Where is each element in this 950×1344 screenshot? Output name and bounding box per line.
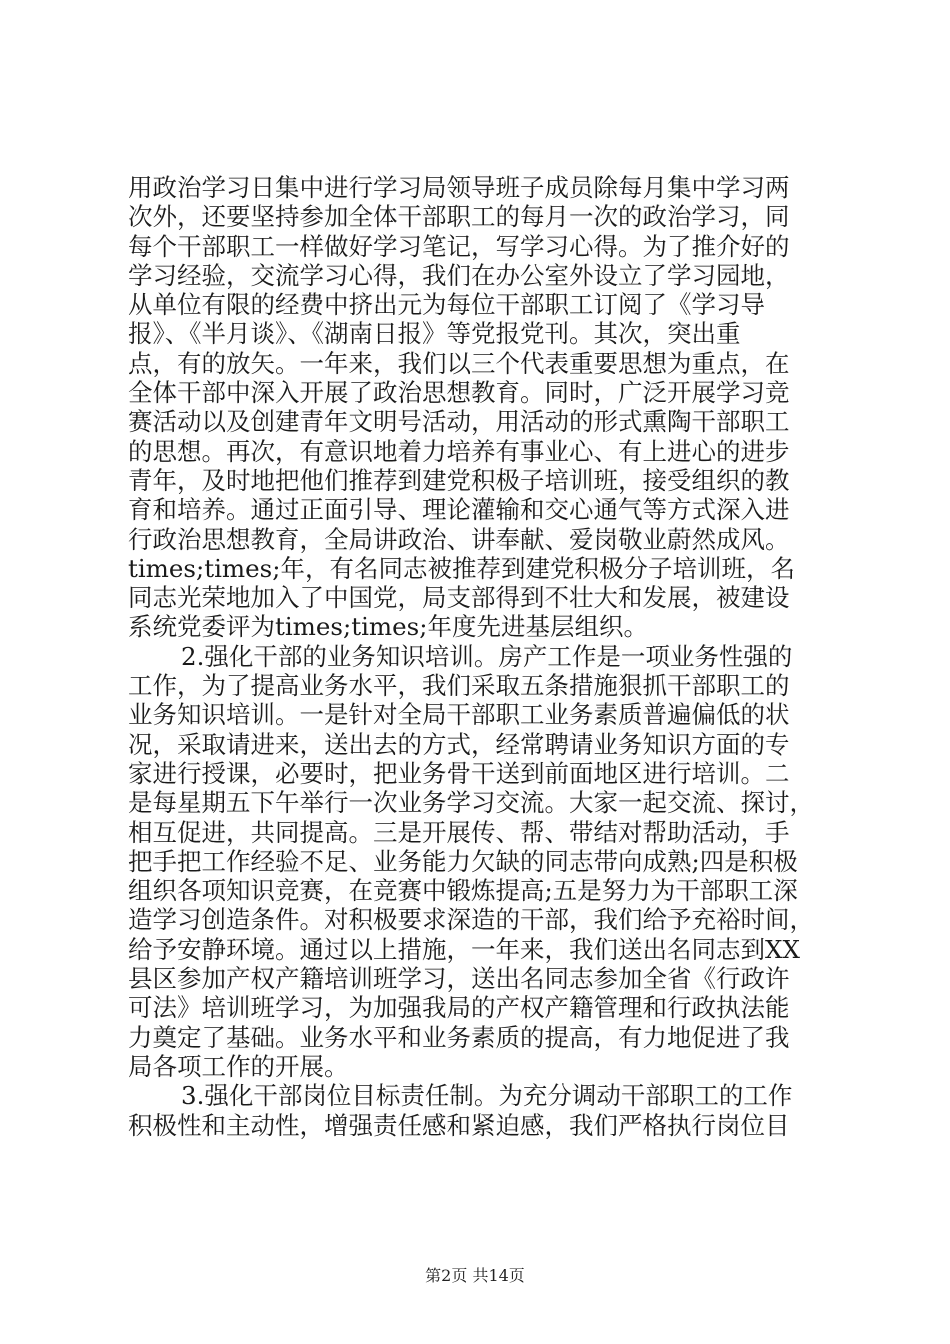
text-line: 每个干部职工一样做好学习笔记，写学习心得。为了推介好的 xyxy=(128,231,790,261)
text-line: 县区参加产权产籍培训班学习，送出名同志参加全省《行政许 xyxy=(128,964,790,994)
text-line: 学习经验，交流学习心得，我们在办公室外设立了学习园地， xyxy=(128,260,790,290)
text-line: 用政治学习日集中进行学习局领导班子成员除每月集中学习两 xyxy=(128,173,790,202)
text-line: 可法》培训班学习，为加强我局的产权产籍管理和行政执法能 xyxy=(128,993,790,1023)
text-line: 况，采取请进来，送出去的方式，经常聘请业务知识方面的专 xyxy=(128,729,790,759)
text-line: times;times;年，有名同志被推荐到建党积极分子培训班，名 xyxy=(128,553,795,583)
text-line: 工作，为了提高业务水平，我们采取五条措施狠抓干部职工的 xyxy=(128,671,790,701)
text-line: 造学习创造条件。对积极要求深造的干部，我们给予充裕时间， xyxy=(128,905,814,935)
paragraph-start-line: 2.强化干部的业务知识培训。房产工作是一项业务性强的 xyxy=(181,641,793,671)
body-text xyxy=(128,173,840,1140)
text-line: 点，有的放矢。一年来，我们以三个代表重要思想为重点，在 xyxy=(128,348,790,378)
text-line: 同志光荣地加入了中国党，局支部得到不壮大和发展，被建设 xyxy=(128,583,790,613)
text-line: 报》、《半月谈》、《湖南日报》等党报党刊。其次，突出重 xyxy=(128,319,741,349)
page-number-footer: 第2页 共14页 xyxy=(425,1266,525,1285)
text-line: 相互促进，共同提高。三是开展传、帮、带结对帮助活动，手 xyxy=(128,817,790,847)
text-line: 家进行授课，必要时，把业务骨干送到前面地区进行培训。二 xyxy=(128,758,790,788)
text-line: 青年，及时地把他们推荐到建党积极子培训班，接受组织的教 xyxy=(128,465,790,495)
paragraph-start-line: 3.强化干部岗位目标责任制。为充分调动干部职工的工作 xyxy=(181,1081,793,1111)
text-line: 是每星期五下午举行一次业务学习交流。大家一起交流、探讨， xyxy=(128,788,814,818)
text-line: 把手把工作经验不足、业务能力欠缺的同志带向成熟;四是积极 xyxy=(128,846,798,876)
text-line: 次外，还要坚持参加全体干部职工的每月一次的政治学习，同 xyxy=(128,202,790,232)
text-line: 局各项工作的开展。 xyxy=(128,1051,349,1081)
text-line: 全体干部中深入开展了政治思想教育。同时，广泛开展学习竞 xyxy=(128,378,790,408)
text-line: 力奠定了基础。业务水平和业务素质的提高，有力地促进了我 xyxy=(128,1022,790,1052)
text-line: 的思想。再次，有意识地着力培养有事业心、有上进心的进步 xyxy=(128,436,790,466)
text-line: 给予安静环境。通过以上措施，一年来，我们送出名同志到XX xyxy=(128,934,800,964)
text-line: 育和培养。通过正面引导、理论灌输和交心通气等方式深入进 xyxy=(128,495,790,525)
text-line: 业务知识培训。一是针对全局干部职工业务素质普遍偏低的状 xyxy=(128,700,790,730)
text-line: 组织各项知识竞赛，在竞赛中锻炼提高;五是努力为干部职工深 xyxy=(128,876,798,906)
text-line: 积极性和主动性，增强责任感和紧迫感，我们严格执行岗位目 xyxy=(128,1110,790,1140)
text-line: 赛活动以及创建青年文明号活动，用活动的形式熏陶干部职工 xyxy=(128,407,790,437)
text-line: 行政治思想教育，全局讲政治、讲奉献、爱岗敬业蔚然成风。 xyxy=(128,524,790,554)
text-line: 系统党委评为times;times;年度先进基层组织。 xyxy=(128,612,648,642)
text-line: 从单位有限的经费中挤出元为每位干部职工订阅了《学习导 xyxy=(128,290,765,320)
